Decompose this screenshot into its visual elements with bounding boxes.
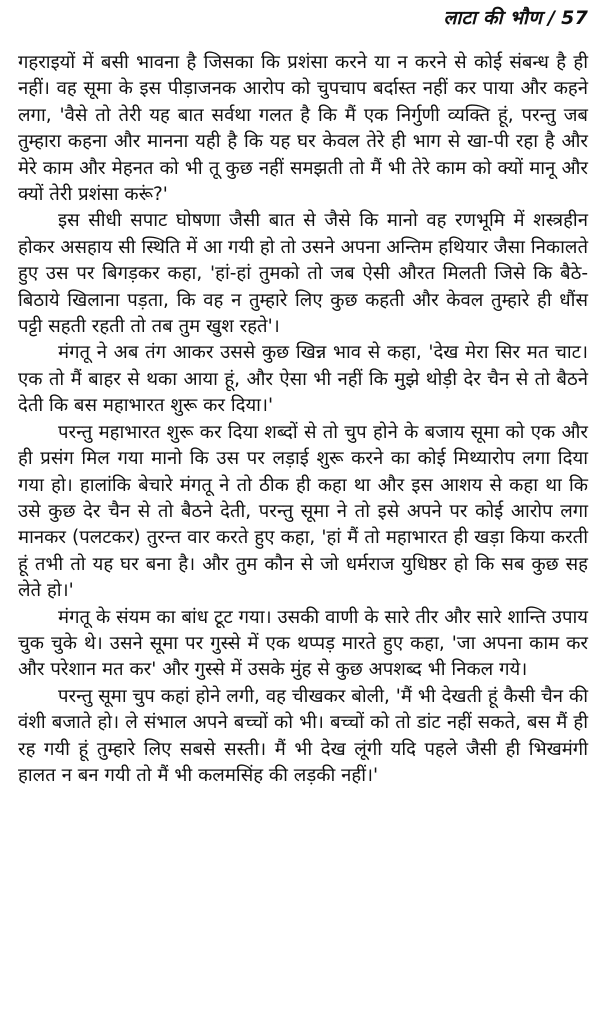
- header-separator: /: [548, 7, 556, 29]
- running-header: [444, 4, 588, 30]
- body-text: [18, 50, 588, 789]
- page-number: 57: [561, 7, 588, 29]
- paragraph-2: इस सीधी सपाट घोषणा जैसी बात से जैसे कि मानो वह रणभूमि में शस्त्रहीन होकर असहाय सी स्थिति में आ गयी हो तो उसने अपना अन्तिम हथियार जैसा निकालते हुए उस पर बिगड़कर कहा, 'हां-हां तुमको तो जब ऐसी औरत मिलती जिसे कि बैठे-बिठाये खिलाना पड़ता, कि वह न तुम्हारे लिए कुछ कहती और केवल तुम्हारे ही धौंस पट्टी सहती रहती तो तब तुम खुश रहते'।: [18, 210, 588, 338]
- paragraph-5: मंगतू के संयम का बांध टूट गया। उसकी वाणी के सारे तीर और सारे शान्ति उपाय चुक चुके थे। उसने सूमा पर गुस्से में एक थप्पड़ मारते हुए कहा, 'जा अपना काम कर और परेशान मत कर' और गुस्से में उसके मुंह से कुछ अपशब्द भी निकल गये।: [18, 606, 588, 681]
- paragraph-6: परन्तु सूमा चुप कहां होने लगी, वह चीखकर बोली, 'मैं भी देखती हूं कैसी चैन की वंशी बजाते हो। ले संभाल अपने बच्चों को भी। बच्चों को तो डांट नहीं सकते, बस मैं ही रह गयी हूं तुम्हारे लिए सबसे सस्ती। मैं भी देख लूंगी यदि पहले जैसी ही भिखमंगी हालत न बन गयी तो मैं भी कलमसिंह की लड़की नहीं।': [18, 685, 588, 786]
- paragraph-3: मंगतू ने अब तंग आकर उससे कुछ खिन्न भाव से कहा, 'देख मेरा सिर मत चाट। एक तो मैं बाहर से थका आया हूं, और ऐसा भी नहीं कि मुझे थोड़ी देर चैन से तो बैठने देती कि बस महाभारत शुरू कर दिया।': [18, 342, 588, 417]
- book-title: लाटा की भौण: [443, 7, 543, 29]
- paragraph-1: गहराइयों में बसी भावना है जिसका कि प्रशंसा करने या न करने से कोई संबन्ध है ही नहीं। वह सूमा के इस पीड़ाजनक आरोप को चुपचाप बर्दास्त नहीं कर पाया और कहने लगा, 'वैसे तो तेरी यह बात सर्वथा गलत है कि मैं एक निर्गुणी व्यक्ति हूं, परन्तु जब तुम्हारा कहना और मानना यही है कि यह घर केवल तेरे ही भाग से खा-पी रहा है और मेरे काम और मेहनत को भी तू कुछ नहीं समझती तो मैं भी तेरे काम को क्यों मानू और क्यों तेरी प्रशंसा करूं?': [18, 52, 588, 206]
- paragraph-4: परन्तु महाभारत शुरू कर दिया शब्दों से तो चुप होने के बजाय सूमा को एक और ही प्रसंग मिल गया मानो कि उस पर लड़ाई शुरू करने का कोई मिथ्यारोप लगा दिया गया हो। हालांकि बेचारे मंगतू ने तो ठीक ही कहा था और इस आशय से कहा था कि उसे कुछ देर चैन से तो बैठने देती, परन्तु सूमा ने तो इसे अपने पर कोई आरोप लगा मानकर (पलटकर) तुरन्त वार करते हुए कहा, 'हां मैं तो महाभारत ही खड़ा किया करती हूं तभी तो यह घर बना है। और तुम कौन से जो धर्मराज युधिष्ठर हो कि सब कुछ सह लेते हो।': [18, 421, 588, 602]
